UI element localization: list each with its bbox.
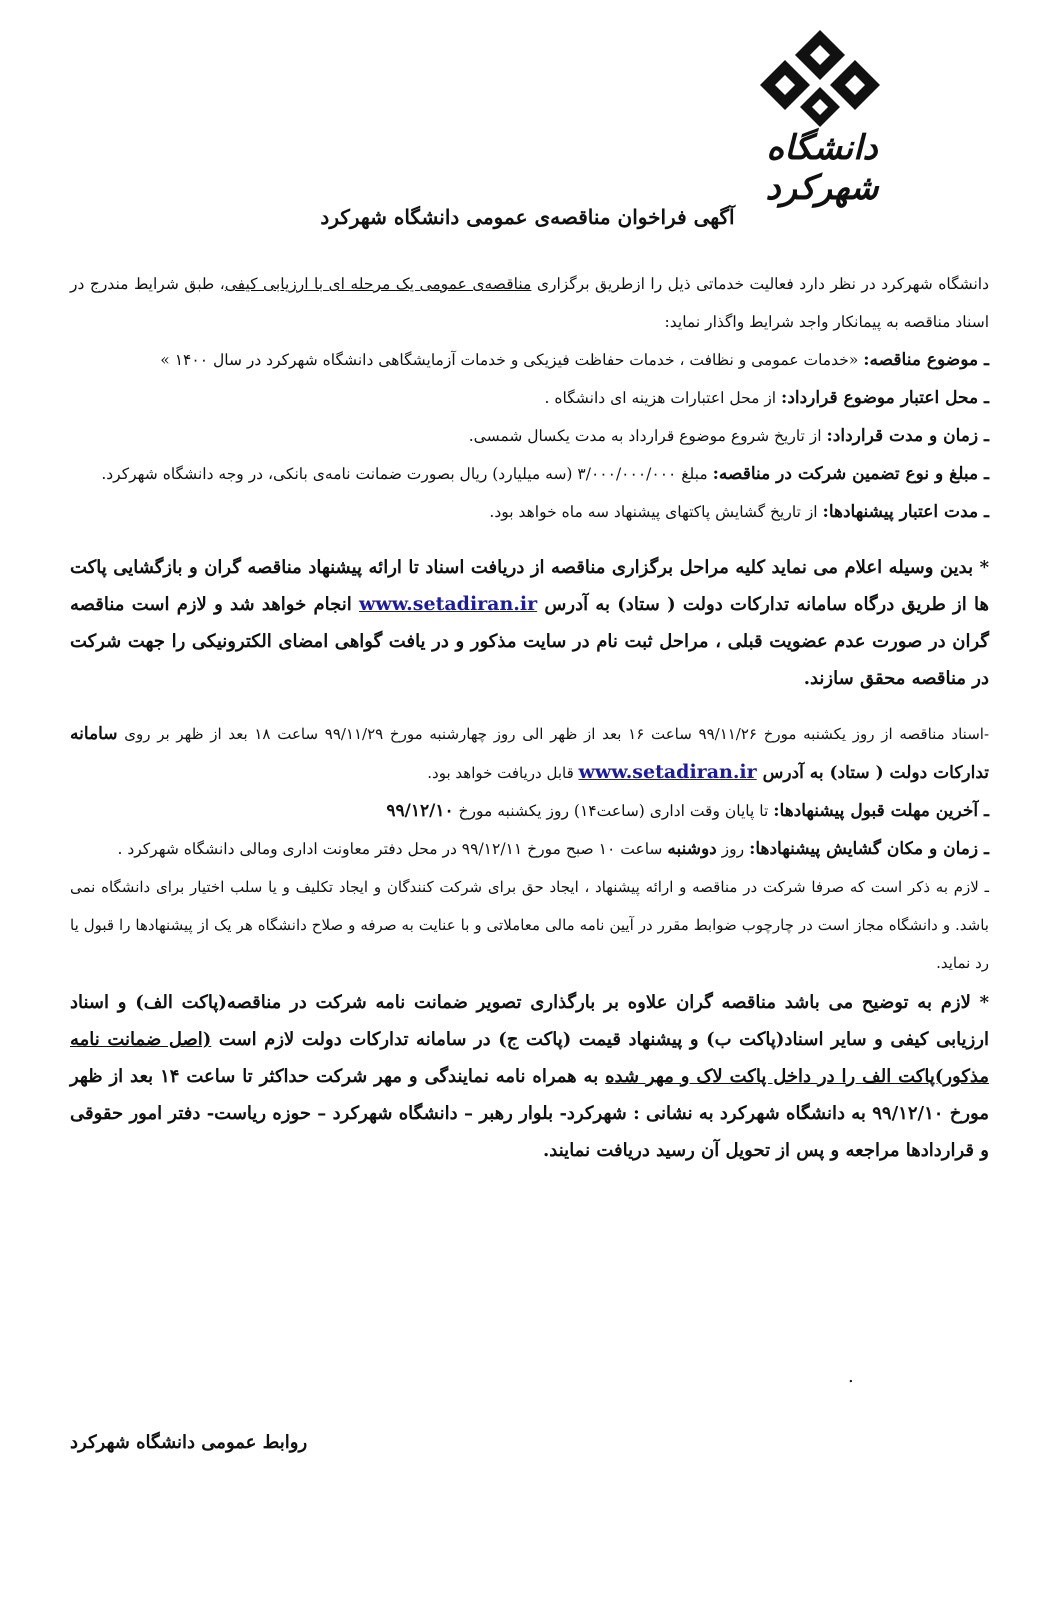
validity-label: ـ مدت اعتبار پیشنهادها:: [822, 502, 989, 522]
guarantee-text: مبلغ ۳/۰۰۰/۰۰۰/۰۰۰ (سه میلیارد) ریال بصورت ضمانت نامه‌ی بانکی، در وجه دانشگاه شهرکرد.: [101, 465, 713, 483]
notice-paragraph-1: [70, 549, 989, 697]
notice2-text-end: به همراه نامه نمایندگی و مهر شرکت حداکثر تا ساعت ۱۴ بعد از ظهر مورخ ۹۹/۱۲/۱۰ به دانشگاه شهرکرد به نشانی : شهرکرد- بلوار رهبر – دانشگاه شهرکرد – حوزه ریاست- دفتر امور حقوقی و قراردادها مراجعه و پس از تحویل آن رسید دریافت نمایند.: [70, 1066, 989, 1161]
duration-label: ـ زمان و مدت قرارداد:: [826, 426, 989, 446]
credit-label: ـ محل اعتبار موضوع قرارداد:: [781, 388, 989, 408]
subject-text: «خدمات عمومی و نظافت ، خدمات حفاظت فیزیکی و خدمات آزمایشگاهی دانشگاه شهرکرد در سال ۱۴۰۰ »: [160, 351, 864, 369]
validity-item: [70, 493, 989, 531]
intro-text: دانشگاه شهرکرد در نظر دارد فعالیت خدماتی ذیل را ازطریق برگزاری: [531, 275, 989, 293]
duration-text: از تاریخ شروع موضوع قرارداد به مدت یکسال شمسی.: [468, 427, 827, 445]
docs-bold: سامانه تدارکات دولت ( ستاد) به آدرس: [70, 724, 989, 783]
spacer: [70, 697, 989, 715]
guarantee-item: [70, 455, 989, 493]
note-paragraph: ـ لازم به ذکر است که صرفا شرکت در مناقصه و ارائه پیشنهاد ، ایجاد حق برای شرکت کنندگان و ایجاد تکلیف و یا سلب اختیار برای دانشگاه نمی باشد. و دانشگاه مجاز است در چارچوب ضوابط مقرر در آیین نامه مالی معاملاتی و با عنایت به صرفه و صلاح دانشگاه هر یک از پیشنهادها را قبول یا رد نماید.: [70, 878, 989, 972]
credit-text: از محل اعتبارات هزینه ای دانشگاه .: [544, 389, 782, 407]
setadiran-link-2[interactable]: www.setadiran.ir: [578, 761, 757, 783]
deadline-text: تا پایان وقت اداری (ساعت۱۴) روز یکشنبه مورخ: [453, 802, 774, 820]
docs-text-end: قابل دریافت خواهد بود.: [427, 764, 579, 782]
page-title: آگهی فراخوان مناقصه‌ی عمومی دانشگاه شهرکرد: [320, 205, 735, 229]
deadline-item: [70, 792, 989, 830]
notice-paragraph-2: [70, 984, 989, 1169]
opening-text-end: ساعت ۱۰ صبح مورخ ۹۹/۱۲/۱۱ در محل دفتر معاونت اداری ومالی دانشگاه شهرکرد .: [117, 840, 668, 858]
guarantee-label: ـ مبلغ و نوع تضمین شرکت در مناقصه:: [712, 464, 989, 484]
credit-item: [70, 379, 989, 417]
notice1-text-end: انجام خواهد شد و لازم است مناقصه گران در صورت عدم عضویت قبلی ، مراحل ثبت نام در سایت مذکور و در یافت گواهی امضای الکترونیکی را جهت شرکت در مناقصه محقق سازند.: [70, 594, 989, 689]
intro-text-end: ، طبق شرایط مندرج در اسناد مناقصه به پیمانکار واجد شرایط واگذار نماید:: [70, 275, 989, 331]
docs-paragraph: [70, 715, 989, 792]
logo-wordmark: دانشگاه شهرکرد: [765, 128, 879, 208]
setadiran-link-1[interactable]: www.setadiran.ir: [359, 593, 538, 615]
opening-label: ـ زمان و مکان گشایش پیشنهادها:: [749, 839, 989, 859]
docs-text: -اسناد مناقصه از روز یکشنبه مورخ ۹۹/۱۱/۲۶ ساعت ۱۶ بعد از ظهر الی روز چهارشنبه مورخ ۹۹/۱۱/۲۹ ساعت ۱۸ بعد از ظهر بر روی: [117, 725, 990, 743]
logo-emblem-icon: [745, 25, 895, 135]
notice-body: [70, 265, 989, 1169]
subject-item: [70, 341, 989, 379]
duration-item: [70, 417, 989, 455]
notice2-underlined: (اصل ضمانت نامه مذکور)پاکت الف را در داخل پاکت لاک و مهر شده: [70, 1029, 989, 1087]
opening-item: [70, 830, 989, 868]
intro-paragraph: [70, 265, 989, 341]
stray-dot: .: [848, 1366, 854, 1387]
subject-label: ـ موضوع مناقصه:: [863, 350, 989, 370]
validity-text: از تاریخ گشایش پاکتهای پیشنهاد سه ماه خواهد بود.: [489, 503, 823, 521]
deadline-label: ـ آخرین مهلت قبول پیشنهادها:: [773, 801, 989, 821]
opening-day: دوشنبه: [667, 839, 717, 859]
footer-signature: روابط عمومی دانشگاه شهرکرد: [70, 1432, 308, 1453]
intro-underlined: مناقصه‌ی عمومی یک مرحله ای با ارزیابی کیفی: [224, 275, 532, 293]
notice2-text: * لازم به توضیح می باشد مناقصه گران علاوه بر بارگذاری تصویر ضمانت نامه شرکت در مناقصه(پاکت الف) و اسناد ارزیابی کیفی و سایر اسناد(پاکت ب) و پیشنهاد قیمت (پاکت ج) در سامانه تدارکات دولت لازم است: [70, 992, 989, 1050]
deadline-date: ۹۹/۱۲/۱۰: [386, 801, 454, 821]
notice1-text: * بدین وسیله اعلام می نماید کلیه مراحل برگزاری مناقصه از دریافت اسناد تا ارائه پیشنهاد مناقصه گران و بازگشایی پاکت ها از طریق درگاه سامانه تدارکات دولت ( ستاد) به آدرس: [70, 557, 989, 615]
opening-text: روز: [716, 840, 750, 858]
